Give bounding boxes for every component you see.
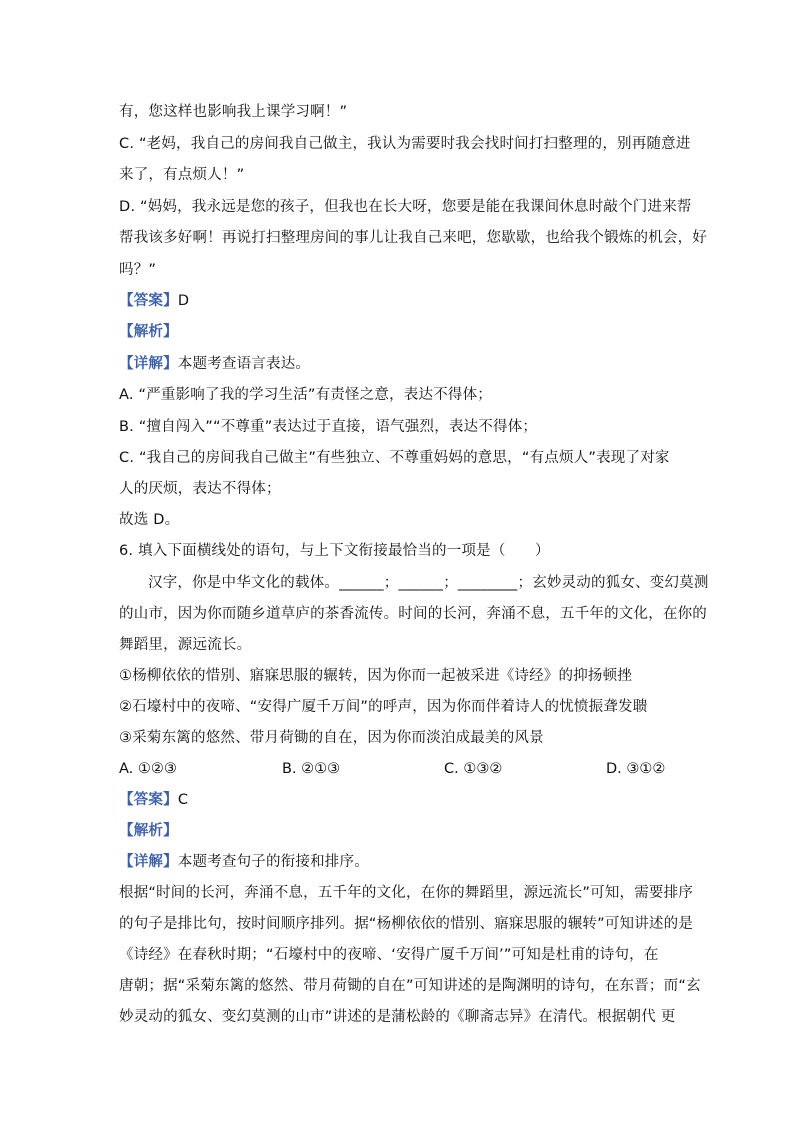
passage-line: 汉字，你是中华文化的载体。______；______；________；玄妙灵动的狐女、变幻莫测 xyxy=(148,575,709,591)
detail-tag: 【详解】 xyxy=(119,854,178,870)
item-1: ①杨柳依依的惜别、寤寐思服的辗转，因为你而一起被采进《诗经》的抑扬顿挫 xyxy=(119,668,632,684)
answer-value: D xyxy=(177,293,190,309)
passage-line: 的山市，因为你而随乡道草庐的茶香流传。时间的长河，奔涌不息，五千年的文化，在你的 xyxy=(119,606,707,622)
option-d-line: D. “妈妈，我永远是您的孩子，但我也在长大呀，您要是能在我课间休息时敲个门进来帮 xyxy=(119,199,692,215)
option-b: B. ②①③ xyxy=(282,761,341,777)
text-line: 来了，有点烦人！” xyxy=(119,167,245,183)
answer-tag: 【答案】 xyxy=(119,792,178,808)
answer-value: C xyxy=(177,792,189,808)
item-2: ②石壕村中的夜啼、“安得广厦千万间”的呼声，因为你而伴着诗人的忧愤振聋发聩 xyxy=(119,699,648,715)
analysis-tag-1: 【解析】 xyxy=(119,324,178,340)
answer-tag: 【答案】 xyxy=(119,293,178,309)
detail-line: 唐朝；据“采菊东篱的悠然、带月荷锄的自在”可知讲述的是陶渊明的诗句，在东晋；而“玄 xyxy=(119,978,701,994)
answer-2 xyxy=(119,790,188,810)
detail-text: 本题考查语言表达。 xyxy=(177,356,311,372)
answer-1 xyxy=(119,291,189,311)
text-line: 吗？” xyxy=(119,262,157,278)
detail-line: 的句子是排比句，按时间顺序排列。据“杨柳依依的惜别、寤寐思服的辗转”可知讲述的是 xyxy=(119,916,694,932)
passage-line: 舞蹈里，源远流长。 xyxy=(119,637,252,653)
detail-line: A. “严重影响了我的学习生活”有责怪之意，表达不得体； xyxy=(119,387,493,403)
detail-tag: 【详解】 xyxy=(119,356,178,372)
detail-line: 《诗经》在春秋时期；“石壕村中的夜啼、‘安得广厦千万间’”可知是杜甫的诗句，在 xyxy=(119,947,659,963)
option-c-line: C. “老妈，我自己的房间我自己做主，我认为需要时我会找时间打扫整理的，别再随意进 xyxy=(119,136,691,152)
detail-2 xyxy=(119,852,369,872)
text-line: 帮我该多好啊！再说打扫整理房间的事儿让我自己来吧，您歇歇，也给我个锻炼的机会，好 xyxy=(119,230,707,246)
analysis-tag-2: 【解析】 xyxy=(119,823,178,839)
question-6: 6. 填入下面横线处的语句，与上下文衔接最恰当的一项是（ ） xyxy=(119,543,550,559)
text-line: 有，您这样也影响我上课学习啊！” xyxy=(119,104,348,120)
item-3: ③采菊东篱的悠然、带月荷锄的自在，因为你而淡泊成最美的风景 xyxy=(119,730,544,746)
detail-line: 根据“时间的长河，奔涌不息，五千年的文化，在你的舞蹈里，源远流长”可知，需要排序 xyxy=(119,885,694,901)
option-c: C. ①③② xyxy=(444,761,503,777)
detail-line: 故选 D。 xyxy=(119,512,180,528)
detail-text: 本题考查句子的衔接和排序。 xyxy=(177,854,369,870)
option-d: D. ③①② xyxy=(606,761,666,777)
detail-line: C. “我自己的房间我自己做主”有些独立、不尊重妈妈的意思，“有点烦人”表现了对家 xyxy=(119,450,670,466)
detail-line: 人的厌烦，表达不得体； xyxy=(119,481,281,497)
detail-line: 妙灵动的狐女、变幻莫测的山市”讲述的是蒲松龄的《聊斋志异》在清代。根据朝代 更 xyxy=(119,1009,676,1025)
detail-line: B. “擅自闯入”“不尊重”表达过于直接，语气强烈，表达不得体； xyxy=(119,419,538,435)
option-a: A. ①②③ xyxy=(119,761,177,777)
detail-1 xyxy=(119,354,310,374)
